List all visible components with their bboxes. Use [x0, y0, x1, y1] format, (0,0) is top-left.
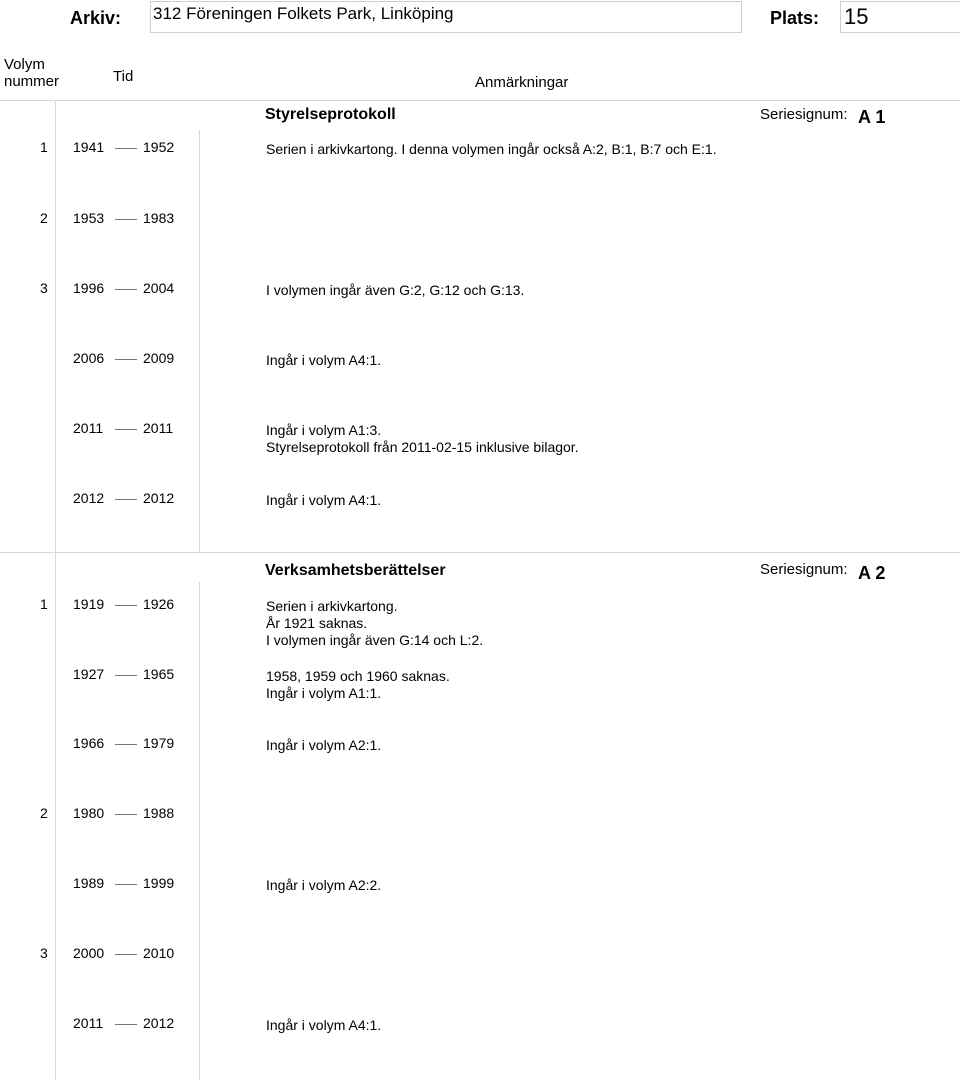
volume-row [0, 280, 960, 300]
plats-field [840, 1, 960, 33]
remark-line: Styrelseprotokoll från 2011-02-15 inklusive bilagor. [266, 439, 579, 455]
volume-row [0, 139, 960, 159]
volume-number: 2 [40, 805, 48, 821]
plats-label: Plats: [770, 8, 820, 28]
volume-row [0, 490, 960, 510]
start-year: 1996 [73, 280, 105, 296]
end-year: 1988 [143, 805, 175, 821]
remark-line: Ingår i volym A2:2. [266, 877, 382, 893]
remark-line: Ingår i volym A4:1. [266, 492, 382, 508]
end-year: 1979 [143, 735, 175, 751]
remark-line: I volymen ingår även G:14 och L:2. [266, 632, 484, 648]
range-dash [115, 954, 137, 955]
end-year: 1999 [143, 875, 175, 891]
range-dash [115, 359, 137, 360]
seriesignum-value: A 2 [858, 563, 886, 583]
volume-row [0, 210, 960, 230]
volume-number: 2 [40, 210, 48, 226]
start-year: 2012 [73, 490, 105, 506]
volume-row [0, 350, 960, 370]
remark [266, 282, 524, 299]
column-header-anmarkningar: Anmärkningar [475, 74, 569, 91]
remark-line: I volymen ingår även G:2, G:12 och G:13. [266, 282, 525, 298]
arkiv-field [150, 1, 742, 33]
section-title: Verksamhetsberättelser [265, 562, 446, 579]
end-year: 2009 [143, 350, 175, 366]
start-year: 1941 [73, 139, 105, 155]
volume-row [0, 420, 960, 455]
column-header-tid: Tid [113, 68, 134, 85]
end-year: 1983 [143, 210, 175, 226]
remark [266, 352, 381, 369]
volume-row [0, 805, 960, 825]
range-dash [115, 499, 137, 500]
end-year: 2011 [143, 420, 174, 436]
section-divider [0, 552, 960, 553]
remark-line: Ingår i volym A4:1. [266, 1017, 382, 1033]
remark-line: Serien i arkivkartong. I denna volymen ingår också A:2, B:1, B:7 och E:1. [266, 141, 717, 157]
arkiv-label: Arkiv: [70, 8, 122, 28]
volume-row [0, 666, 960, 701]
volume-row [0, 735, 960, 755]
remark [266, 668, 450, 702]
range-dash [115, 219, 137, 220]
start-year: 1927 [73, 666, 105, 682]
remark-line: Ingår i volym A1:1. [266, 685, 382, 701]
range-dash [115, 605, 137, 606]
remark [266, 422, 579, 456]
column-divider [199, 130, 200, 552]
volume-number: 3 [40, 945, 48, 961]
remark [266, 598, 483, 649]
plats-value: 15 [844, 4, 869, 29]
seriesignum-value: A 1 [858, 107, 886, 127]
start-year: 2011 [73, 420, 104, 436]
volume-row [0, 596, 960, 648]
end-year: 1952 [143, 139, 175, 155]
start-year: 2011 [73, 1015, 104, 1031]
start-year: 1980 [73, 805, 105, 821]
seriesignum-label: Seriesignum: [760, 106, 848, 123]
end-year: 1965 [143, 666, 175, 682]
remark-line: Ingår i volym A4:1. [266, 352, 382, 368]
end-year: 2012 [143, 490, 175, 506]
start-year: 2000 [73, 945, 105, 961]
range-dash [115, 289, 137, 290]
start-year: 1919 [73, 596, 105, 612]
remark-line: Ingår i volym A1:3. [266, 422, 382, 438]
remark-line: År 1921 saknas. [266, 615, 368, 631]
range-dash [115, 744, 137, 745]
end-year: 2004 [143, 280, 175, 296]
remark [266, 492, 381, 509]
volume-row [0, 875, 960, 895]
remark [266, 1017, 381, 1034]
start-year: 1953 [73, 210, 105, 226]
seriesignum-label: Seriesignum: [760, 561, 848, 578]
range-dash [115, 148, 137, 149]
range-dash [115, 814, 137, 815]
remark-line: 1958, 1959 och 1960 saknas. [266, 668, 450, 684]
volume-row [0, 1015, 960, 1035]
start-year: 1989 [73, 875, 105, 891]
column-header-volym-line2: nummer [4, 73, 60, 90]
column-header-volym [4, 56, 59, 90]
range-dash [115, 884, 137, 885]
range-dash [115, 1024, 137, 1025]
volume-row [0, 945, 960, 965]
arkiv-value: 312 Föreningen Folkets Park, Linköping [153, 4, 454, 23]
remark-line: Ingår i volym A2:1. [266, 737, 382, 753]
column-header-volym-line1: Volym [4, 56, 45, 73]
column-divider [199, 582, 200, 1080]
volume-number: 1 [40, 596, 48, 612]
remark-line: Serien i arkivkartong. [266, 598, 398, 614]
remark [266, 877, 381, 894]
end-year: 2010 [143, 945, 175, 961]
volume-number: 3 [40, 280, 48, 296]
column-divider [55, 100, 56, 1080]
end-year: 2012 [143, 1015, 175, 1031]
end-year: 1926 [143, 596, 175, 612]
range-dash [115, 675, 137, 676]
range-dash [115, 429, 137, 430]
volume-number: 1 [40, 139, 48, 155]
remark [266, 141, 717, 158]
section-title: Styrelseprotokoll [265, 106, 396, 123]
start-year: 2006 [73, 350, 105, 366]
section-divider [0, 100, 960, 101]
remark [266, 737, 381, 754]
start-year: 1966 [73, 735, 105, 751]
